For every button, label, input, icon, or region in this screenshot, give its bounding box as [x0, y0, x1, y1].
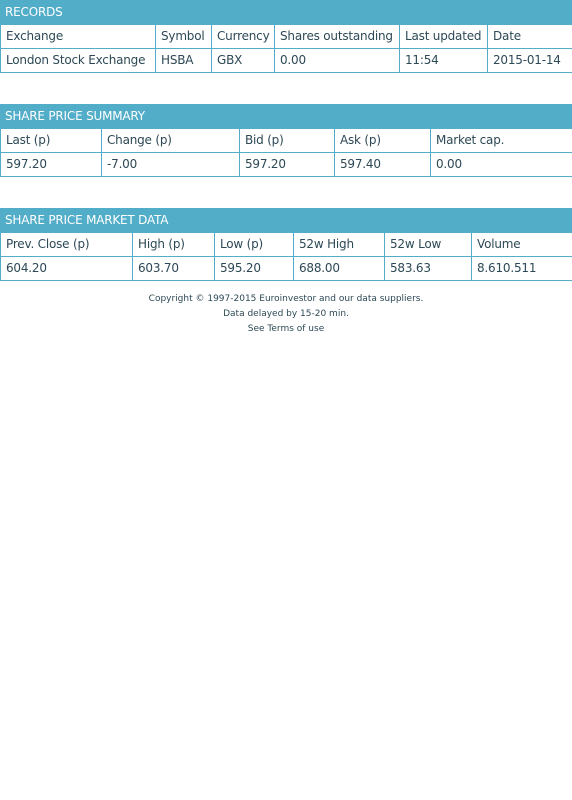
cell-last: 597.20 [1, 153, 102, 177]
col-header-52w-low: 52w Low [385, 233, 472, 257]
col-header-bid: Bid (p) [240, 129, 335, 153]
market-table [0, 233, 572, 281]
col-header-52w-high: 52w High [294, 233, 385, 257]
summary-section [0, 104, 572, 177]
col-header-prev-close: Prev. Close (p) [1, 233, 133, 257]
col-header-currency: Currency [212, 25, 275, 49]
summary-data-row [1, 153, 572, 177]
terms-of-use-link[interactable]: See Terms of use [247, 324, 325, 334]
cell-shares-outstanding: 0.00 [275, 49, 400, 73]
cell-currency: GBX [212, 49, 275, 73]
records-table [0, 25, 572, 73]
col-header-high: High (p) [133, 233, 215, 257]
col-header-volume: Volume [472, 233, 572, 257]
market-title: SHARE PRICE MARKET DATA [0, 208, 572, 233]
cell-ask: 597.40 [335, 153, 431, 177]
market-section [0, 208, 572, 281]
cell-high: 603.70 [133, 257, 215, 281]
summary-title: SHARE PRICE SUMMARY [0, 104, 572, 129]
cell-date: 2015-01-14 [488, 49, 572, 73]
cell-low: 595.20 [215, 257, 294, 281]
delay-notice: Data delayed by 15-20 min. [223, 309, 349, 319]
market-header-row [1, 233, 572, 257]
col-header-low: Low (p) [215, 233, 294, 257]
cell-last-updated: 11:54 [400, 49, 488, 73]
footer [0, 292, 572, 337]
records-header-row [1, 25, 572, 49]
col-header-shares-outstanding: Shares outstanding [275, 25, 400, 49]
col-header-change: Change (p) [102, 129, 240, 153]
col-header-date: Date [488, 25, 572, 49]
records-title: RECORDS [0, 0, 572, 25]
cell-market-cap: 0.00 [431, 153, 572, 177]
cell-exchange: London Stock Exchange [1, 49, 156, 73]
cell-prev-close: 604.20 [1, 257, 133, 281]
cell-change: -7.00 [102, 153, 240, 177]
col-header-last: Last (p) [1, 129, 102, 153]
cell-volume: 8.610.511 [472, 257, 572, 281]
cell-bid: 597.20 [240, 153, 335, 177]
records-section [0, 0, 572, 73]
col-header-ask: Ask (p) [335, 129, 431, 153]
summary-header-row [1, 129, 572, 153]
records-data-row [1, 49, 572, 73]
col-header-symbol: Symbol [156, 25, 212, 49]
cell-52w-low: 583.63 [385, 257, 472, 281]
summary-table [0, 129, 572, 177]
col-header-market-cap: Market cap. [431, 129, 572, 153]
col-header-exchange: Exchange [1, 25, 156, 49]
cell-symbol: HSBA [156, 49, 212, 73]
col-header-last-updated: Last updated [400, 25, 488, 49]
cell-52w-high: 688.00 [294, 257, 385, 281]
market-data-row [1, 257, 572, 281]
copyright-text: Copyright © 1997-2015 Euroinvestor and our data suppliers. [148, 294, 424, 304]
